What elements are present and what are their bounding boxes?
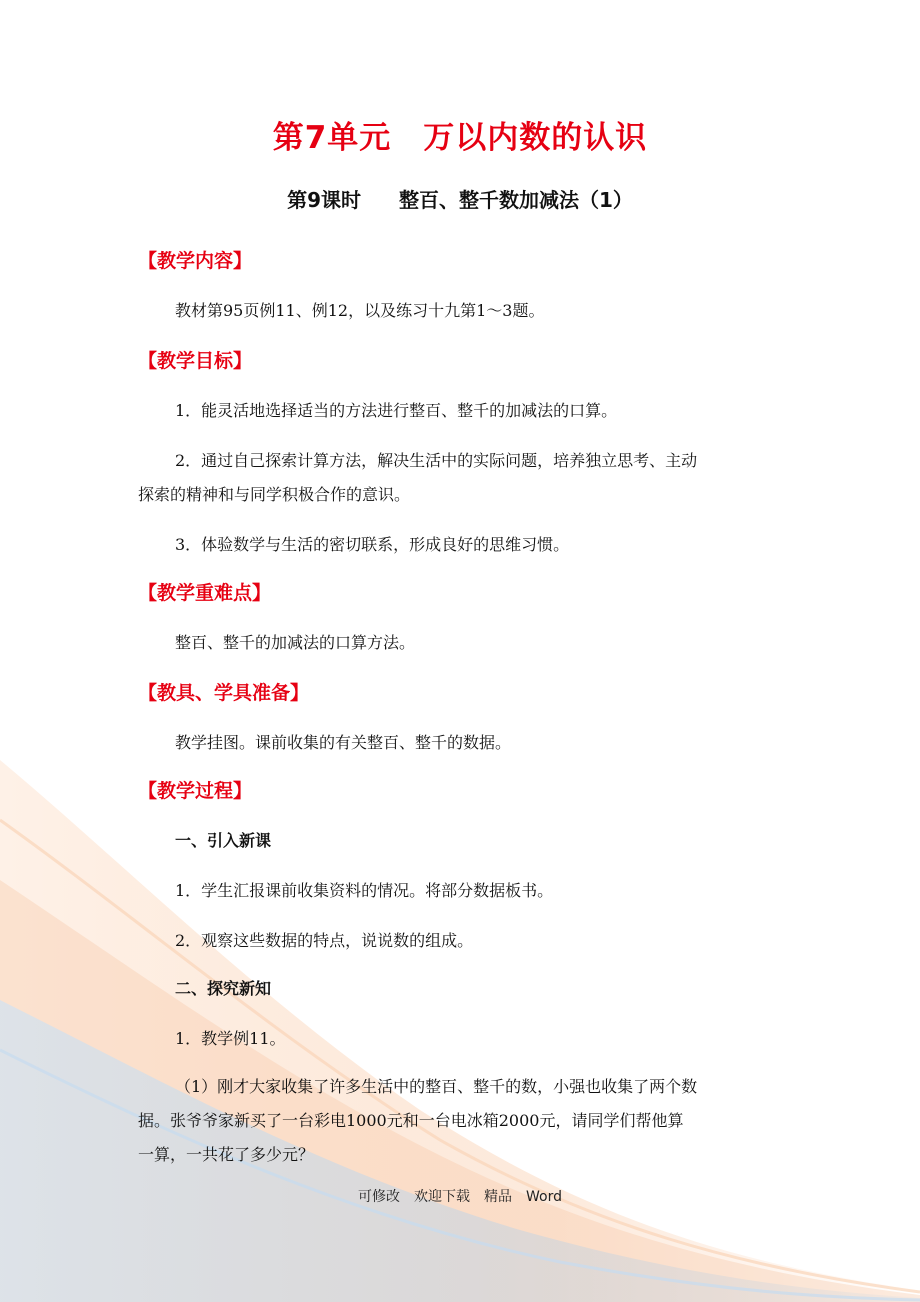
lesson-subtitle [0,184,920,213]
materials-text: 教学挂图。课前收集的有关整百、整千的数据。 [175,733,512,752]
heading-teaching-content: 【教学内容】 [138,250,253,272]
process-part-1-item-1: 1．学生汇报课前收集资料的情况。将部分数据板书。 [175,881,554,900]
key-points-text: 整百、整千的加减法的口算方法。 [175,633,416,652]
process-part-2-heading: 二、探究新知 [175,979,272,998]
process-part-1-heading: 一、引入新课 [175,831,272,850]
process-part-1-item-2: 2．观察这些数据的特点，说说数的组成。 [175,931,474,950]
example-line-3: 一算，一共花了多少元？ [138,1145,315,1164]
goal-item-1: 1．能灵活地选择适当的方法进行整百、整千的加减法的口算。 [175,401,618,420]
goal-item-2-line-1: 2．通过自己探索计算方法，解决生活中的实际问题，培养独立思考、主动 [175,451,698,470]
lesson-topic: 整百、整千数加减法（1） [399,188,633,212]
process-part-2-item-1: 1．教学例11。 [175,1029,286,1048]
goal-item-3: 3．体验数学与生活的密切联系，形成良好的思维习惯。 [175,535,570,554]
unit-title: 第7单元 万以内数的认识 [272,120,648,156]
heading-materials: 【教具、学具准备】 [138,682,310,704]
teaching-content-text: 教材第95页例11、例12，以及练习十九第1～3题。 [175,301,545,320]
example-line-2: 据。张爷爷家新买了一台彩电1000元和一台电冰箱2000元，请同学们帮他算 [138,1111,684,1130]
heading-teaching-goals: 【教学目标】 [138,350,253,372]
heading-key-points: 【教学重难点】 [138,582,272,604]
lesson-number: 第9课时 [287,188,361,212]
page-footer: 可修改 欢迎下载 精品 Word [358,1189,562,1205]
example-line-1: （1）刚才大家收集了许多生活中的整百、整千的数，小强也收集了两个数 [175,1077,698,1096]
heading-teaching-process: 【教学过程】 [138,780,253,802]
goal-item-2-line-2: 探索的精神和与同学积极合作的意识。 [138,485,411,504]
